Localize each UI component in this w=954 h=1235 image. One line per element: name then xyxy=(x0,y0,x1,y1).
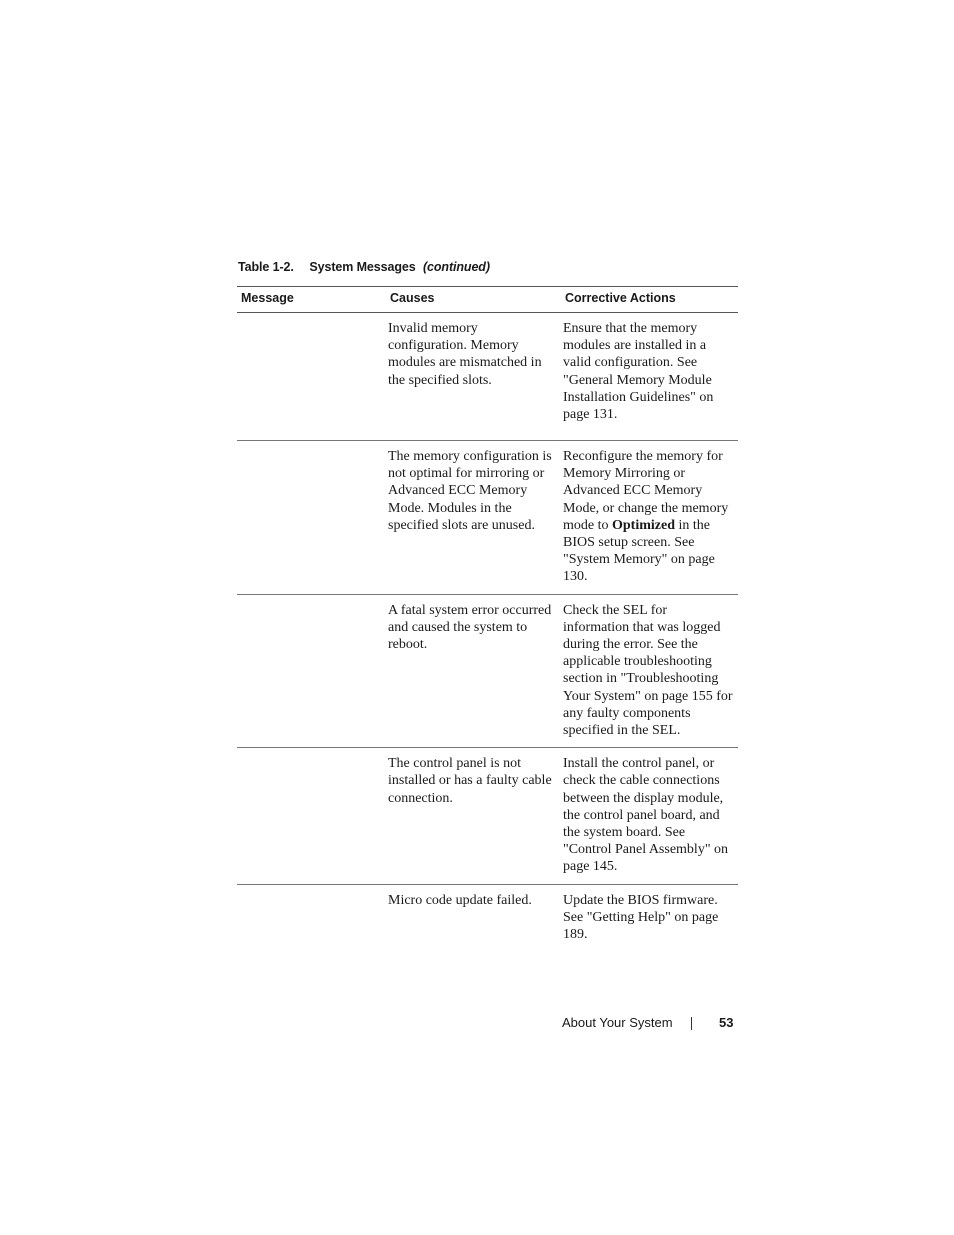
message-cell xyxy=(237,748,386,884)
system-messages-table xyxy=(237,286,738,951)
actions-cell: Check the SEL for information that was logged during the error. See the applicable troubleshooting section in "Troubleshooting Your System" on page 155 for any faulty components specified in the SEL. xyxy=(561,594,738,748)
causes-cell: Invalid memory configuration. Memory modules are mismatched in the specified slots. xyxy=(386,313,561,441)
actions-cell: Update the BIOS firmware. See "Getting Help" on page 189. xyxy=(563,892,719,943)
header-corrective-actions: Corrective Actions xyxy=(561,287,738,313)
footer-section-title: About Your System xyxy=(562,1015,673,1030)
header-message: Message xyxy=(237,287,386,313)
optimized-option: Optimized xyxy=(612,517,675,533)
message-cell xyxy=(237,594,386,748)
causes-cell: The control panel is not installed or has a faulty cable connection. xyxy=(386,748,561,884)
header-causes: Causes xyxy=(386,287,561,313)
table-row xyxy=(237,884,738,951)
causes-cell: Micro code update failed. xyxy=(388,892,532,908)
table-caption xyxy=(238,260,490,274)
table-number: Table 1-2. xyxy=(238,260,294,274)
message-cell xyxy=(237,313,386,441)
actions-cell xyxy=(561,441,738,595)
table-continued-label: (continued) xyxy=(422,260,490,274)
actions-text: Reconfigure the memory for Memory Mirroring or Advanced ECC Memory Mode, or change the memory mode to xyxy=(563,449,729,533)
table-header-row xyxy=(237,287,738,313)
table-row xyxy=(237,313,738,441)
message-cell xyxy=(237,884,386,951)
table-row xyxy=(237,594,738,748)
page-number: 53 xyxy=(719,1015,734,1030)
actions-text: in the BIOS setup screen. See "System Memory" on page 130. xyxy=(563,517,715,585)
table-row xyxy=(237,748,738,884)
actions-cell: Install the control panel, or check the cable connections between the display module, the control panel board, and the system board. See "Control Panel Assembly" on page 145. xyxy=(561,748,738,884)
table-row xyxy=(237,441,738,595)
table-title: System Messages xyxy=(309,260,416,274)
causes-cell: The memory configuration is not optimal for mirroring or Advanced ECC Memory Mode. Modules in the specified slots are unused. xyxy=(386,441,561,595)
actions-cell: Ensure that the memory modules are installed in a valid configuration. See "General Memory Module Installation Guidelines" on page 131. xyxy=(561,313,738,441)
footer-divider xyxy=(691,1017,692,1030)
message-cell xyxy=(237,441,386,595)
causes-cell: A fatal system error occurred and caused the system to reboot. xyxy=(386,594,561,748)
